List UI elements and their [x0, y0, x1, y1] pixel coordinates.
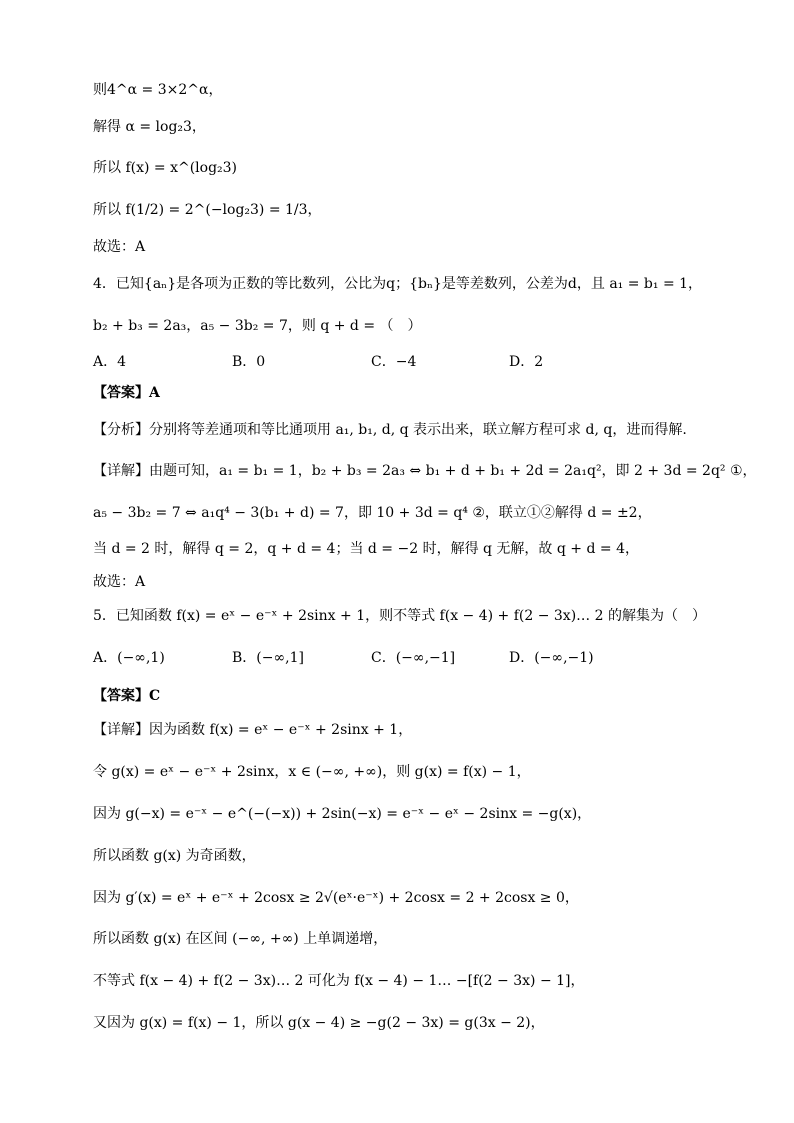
text-line: 故选：A — [93, 239, 146, 255]
solution-line: 当 d = 2 时，解得 q = 2，q + d = 4；当 d = −2 时，解得 q 无解，故 q + d = 4， — [93, 541, 639, 557]
solution-line: 又因为 g(x) = f(x) − 1，所以 g(x − 4) ≥ −g(2 − 3x) = g(3x − 2)， — [93, 1015, 545, 1031]
answer-label: 【答案】C — [93, 688, 161, 704]
text-line: 所以 f(x) = x^(log₂3) — [93, 160, 238, 176]
q5-option-a: A．(−∞,1) — [93, 650, 165, 666]
solution-line: 令 g(x) = eˣ − e⁻ˣ + 2sinx，x ∈ (−∞, +∞)，则 g(x) = f(x) − 1， — [93, 764, 531, 780]
solution-line: a₅ − 3b₂ = 7 ⇔ a₁q⁴ − 3(b₁ + d) = 7，即 10 + 3d = q⁴ ②，联立①②解得 d = ±2， — [93, 505, 652, 521]
question-4-stem: 4．已知{aₙ}是各项为正数的等比数列，公比为q；{bₙ}是等差数列，公差为d，且 a₁ = b₁ = 1， — [93, 276, 703, 292]
q5-option-c: C．(−∞,−1] — [371, 650, 456, 666]
analysis-line: 【分析】分别将等差通项和等比通项用 a₁, b₁, d, q 表示出来，联立解方程可求 d, q，进而得解. — [93, 422, 687, 438]
text-line: 解得 α = log₂3， — [93, 119, 206, 135]
q4-option-d: D．2 — [509, 354, 544, 370]
q4-option-a: A．4 — [93, 354, 127, 370]
solution-line: 因为 g′(x) = eˣ + e⁻ˣ + 2cosx ≥ 2√(eˣ·e⁻ˣ) + 2cosx = 2 + 2cosx ≥ 0， — [93, 890, 579, 906]
solution-line: 【详解】因为函数 f(x) = eˣ − e⁻ˣ + 2sinx + 1， — [93, 722, 413, 738]
solution-line: 所以函数 g(x) 为奇函数， — [93, 848, 256, 864]
solution-line: 【详解】由题可知，a₁ = b₁ = 1，b₂ + b₃ = 2a₃ ⇔ b₁ + d + b₁ + 2d = 2a₁q²，即 2 + 3d = 2q² ①， — [93, 463, 757, 479]
text-line: 故选：A — [93, 574, 146, 590]
q4-option-c: C．−4 — [371, 354, 417, 370]
question-4-condition: b₂ + b₃ = 2a₃，a₅ − 3b₂ = 7，则 q + d = （ ） — [93, 318, 422, 334]
q5-option-b: B．(−∞,1] — [232, 650, 304, 666]
solution-line: 所以函数 g(x) 在区间 (−∞, +∞) 上单调递增， — [93, 931, 388, 947]
question-5-stem: 5．已知函数 f(x) = eˣ − e⁻ˣ + 2sinx + 1，则不等式 f(x − 4) + f(2 − 3x)… 2 的解集为（ ） — [93, 608, 706, 624]
q4-option-b: B．0 — [232, 354, 266, 370]
text-line: 所以 f(1/2) = 2^(−log₂3) = 1/3， — [93, 202, 322, 218]
solution-line: 不等式 f(x − 4) + f(2 − 3x)… 2 可化为 f(x − 4) − 1… −[f(2 − 3x) − 1]， — [93, 973, 585, 989]
text-line: 则4^α = 3×2^α， — [93, 82, 223, 98]
solution-line: 因为 g(−x) = e⁻ˣ − e^(−(−x)) + 2sin(−x) = e⁻ˣ − eˣ − 2sinx = −g(x)， — [93, 806, 592, 822]
answer-label: 【答案】A — [93, 385, 160, 401]
q5-option-d: D．(−∞,−1) — [509, 650, 594, 666]
